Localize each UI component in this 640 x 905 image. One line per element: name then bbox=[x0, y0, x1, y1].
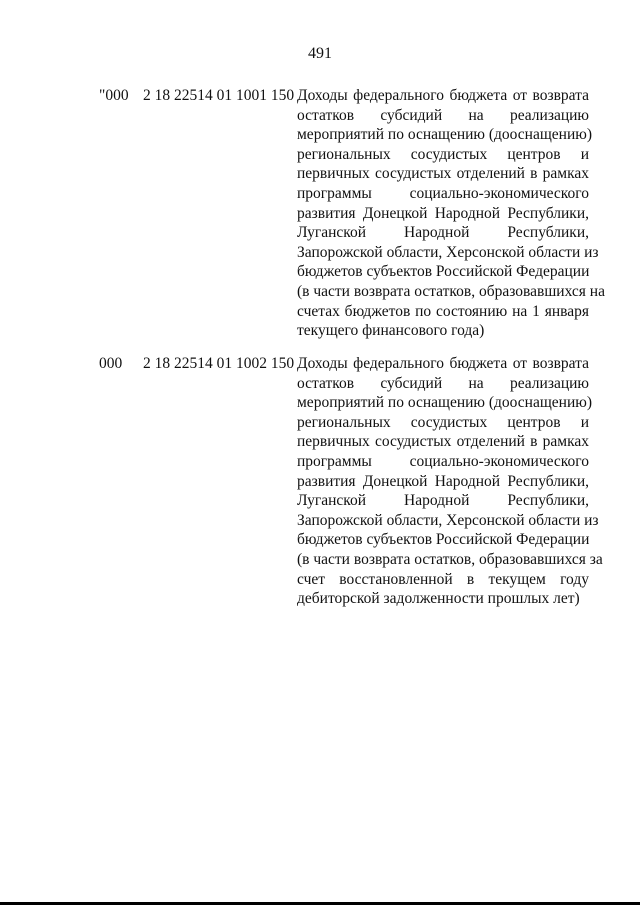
description-line: первичных сосудистых отделений в рамках bbox=[297, 433, 589, 451]
description-line: мероприятий по оснащению (дооснащению) bbox=[297, 394, 592, 412]
page-number: 491 bbox=[308, 45, 332, 62]
description-line: региональных сосудистых центров и bbox=[297, 145, 589, 163]
description-line: развития Донецкой Народной Республики, bbox=[297, 472, 589, 490]
description-line: текущего финансового года) bbox=[297, 322, 485, 340]
description-line: развития Донецкой Народной Республики, bbox=[297, 204, 589, 222]
description-line: остатков субсидий на реализацию bbox=[297, 374, 589, 392]
description-line: программы социально-экономического bbox=[297, 452, 589, 470]
description-line: Запорожской области, Херсонской области из bbox=[297, 243, 599, 261]
description-line: программы социально-экономического bbox=[297, 184, 589, 202]
description-line: региональных сосудистых центров и bbox=[297, 413, 589, 431]
description-line: счетах бюджетов по состоянию на 1 января bbox=[297, 302, 589, 320]
description-line: бюджетов субъектов Российской Федерации bbox=[297, 263, 590, 281]
description-line: счет восстановленной в текущем году bbox=[297, 570, 589, 588]
admin-code: 000 bbox=[99, 355, 123, 372]
description-line: Луганской Народной Республики, bbox=[297, 492, 589, 510]
description-line: Запорожской области, Херсонской области из bbox=[297, 511, 599, 529]
entry-description bbox=[297, 86, 605, 341]
entry-description bbox=[297, 354, 603, 609]
budget-classification-code: 2 18 22514 01 1002 150 bbox=[143, 355, 295, 372]
description-line: мероприятий по оснащению (дооснащению) bbox=[297, 126, 592, 144]
description-line: Луганской Народной Республики, bbox=[297, 224, 589, 242]
description-line: (в части возврата остатков, образовавшихся за bbox=[297, 550, 603, 568]
description-line: первичных сосудистых отделений в рамках bbox=[297, 165, 589, 183]
admin-code: "000 bbox=[99, 87, 129, 104]
description-line: Доходы федерального бюджета от возврата bbox=[297, 87, 589, 104]
description-line: бюджетов субъектов Российской Федерации bbox=[297, 531, 590, 549]
budget-classification-code: 2 18 22514 01 1001 150 bbox=[143, 87, 295, 104]
description-line: (в части возврата остатков, образовавшихся на bbox=[297, 282, 605, 300]
description-line: дебиторской задолженности прошлых лет) bbox=[297, 590, 580, 608]
description-line: Доходы федерального бюджета от возврата bbox=[297, 355, 589, 372]
description-line: остатков субсидий на реализацию bbox=[297, 106, 589, 124]
